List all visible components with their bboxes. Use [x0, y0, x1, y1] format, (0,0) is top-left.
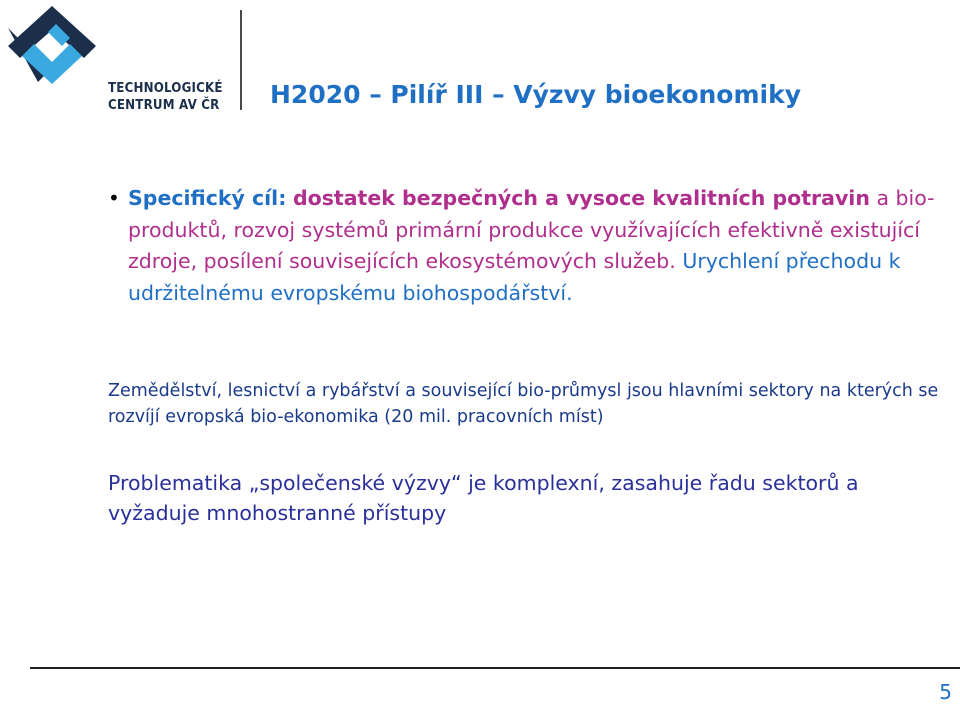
- bullet-tail: Urychlení přechodu k udržitelnému evropskému biohospodářství.: [128, 249, 901, 305]
- bullet-item: [108, 183, 948, 309]
- logo-text-line2: CENTRUM AV ČR: [108, 97, 220, 113]
- paragraph-challenge: Problematika „společenské výzvy“ je komplexní, zasahuje řadu sektorů a vyžaduje mnohostranné přístupy: [108, 471, 859, 525]
- paragraph-sectors: Zemědělství, lesnictví a rybářství a související bio-průmysl jsou hlavními sektory na kterých se rozvíjí evropská bio-ekonomika (20 mil. pracovních míst): [108, 381, 939, 427]
- page-title: H2020 – Pilíř III – Výzvy bioekonomiky: [270, 80, 802, 109]
- logo-mark-icon: [4, 4, 114, 84]
- bullet-highlight: dostatek bezpečných a vysoce kvalitních potravin: [292, 186, 870, 210]
- bullet-icon: •: [108, 186, 120, 210]
- bullet-lead: Specifický cíl:: [128, 186, 287, 210]
- logo-text-line1: TECHNOLOGICKÉ: [108, 80, 223, 96]
- logo: [4, 4, 230, 114]
- header-divider: [240, 10, 242, 110]
- bullet-rest: a bio-produktů, rozvoj systémů primární produkce využívajících efektivně existující zdroje, posílení souvisejících ekosystémových služeb.: [128, 186, 935, 273]
- footer-divider: [30, 667, 960, 669]
- bullet-text: [128, 183, 948, 309]
- page-number: 5: [939, 680, 952, 704]
